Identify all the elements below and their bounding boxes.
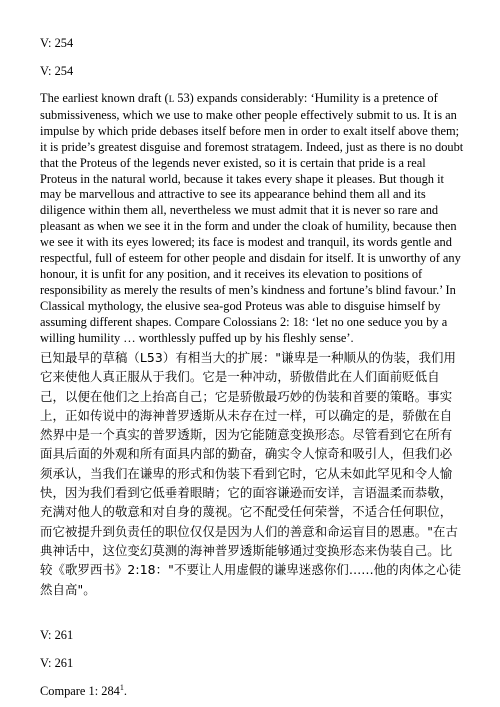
- compare-reference: [40, 684, 127, 700]
- reference-v261-b: V: 261: [40, 656, 74, 670]
- reference-v254-b: V: 254: [40, 64, 74, 78]
- english-annotation-pre: The earliest known draft (: [40, 91, 169, 105]
- english-annotation-body: 53) expands considerably: ‘Humility is a pretence of submissiveness, which we use to make other people effectively submit to us. It is an impulse by which pride debases itself before men in order to exalt itself above them; it is pride’s greatest disguise and foremost stratagem. Indeed, just as there is no doubt that the Proteus of the legends never existed, so it is certain that pride is a real Proteus in the natural world, because it takes every shape it pleases. But though it may be marvellous and attractive to see its appearance behind them all and its diligence within them all, nevertheless we must admit that it is never so rare and pleasant as when we see it in the form and under the cloak of humility, because then we see it with its eyes lowered; its face is modest and tranquil, its words gentle and respectful, full of esteem for other people and disdain for itself. It is unworthy of any honour, it is unfit for any position, and it receives its elevation to positions of responsibility as merely the results of men’s kindness and fortune’s blind favour.’ In Classical mythology, the elusive sea-god Proteus was able to disguise himself by assuming different shapes. Compare Colossians 2: 18: ‘let no one seduce you by a willing humility … worthlessly puffed up by his fleshly sense’.: [40, 91, 464, 345]
- compare-text: Compare 1: 284: [40, 684, 120, 698]
- footnote-marker: 1: [119, 683, 124, 692]
- reference-v261-a: V: 261: [40, 628, 74, 642]
- chinese-annotation: 已知最早的草稿（L53）有相当大的扩展："谦卑是一种顺从的伪装，我们用它来使他人真正服从于我们。它是一种冲动，骄傲借此在人们面前贬低自己，以便在他们之上抬高自己；它是骄傲最巧妙的伪装和首要的策略。事实上，正如传说中的海神普罗透斯从未存在过一样，可以确定的是，骄傲在自然界中是一个真实的普罗透斯，因为它能随意变换形态。尽管看到它在所有面具后面的外观和所有面具内部的勤奋，确实令人惊奇和吸引人，但我们必须承认，当我们在谦卑的形式和伪装下看到它时，它从未如此罕见和令人愉快，因为我们看到它低垂着眼睛；它的面容谦逊而安详，言语温柔而恭敬，充满对他人的敬意和对自身的蔑视。它不配受任何荣誉，不适合任何职位，而它被提升到负责任的职位仅仅是因为人们的善意和命运盲目的恩惠。"在古典神话中，这位变幻莫测的海神普罗透斯能够通过变换形态来伪装自己。比较《歌罗西书》2:18："不要让人用虚假的谦卑迷惑你们……他的肉体之心徒然自高"。: [40, 350, 462, 597]
- compare-end: .: [123, 684, 127, 698]
- reference-v254-a: V: 254: [40, 36, 74, 50]
- manuscript-siglum: L: [168, 94, 175, 104]
- english-annotation: [40, 91, 464, 347]
